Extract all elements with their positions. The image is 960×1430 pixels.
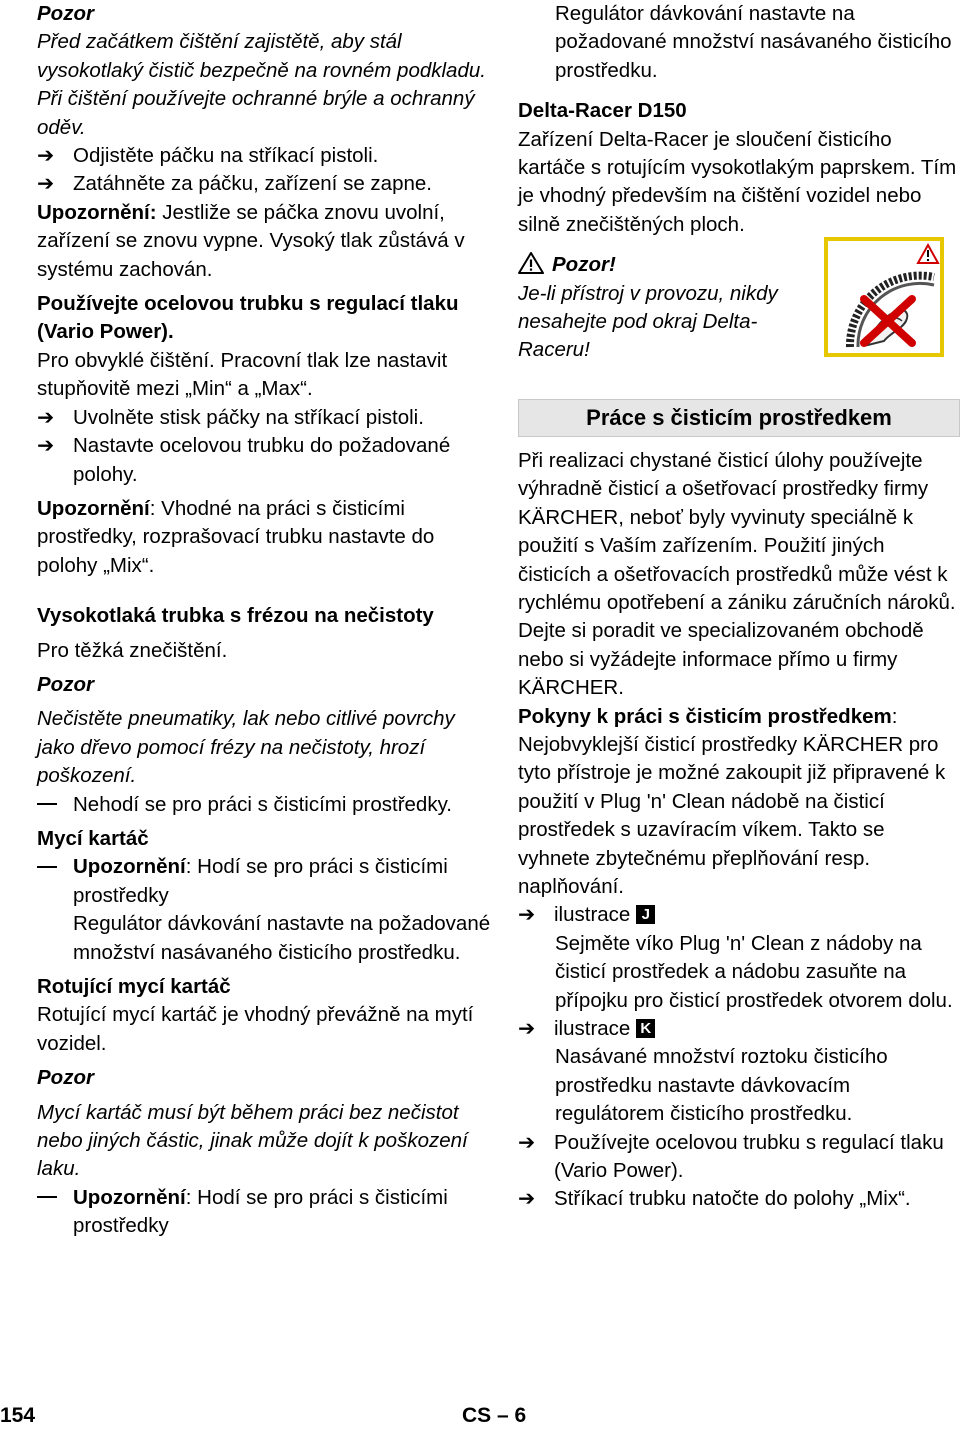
step-item: ➔ Uvolněte stisk páčky na stříkací pistoli. [37, 404, 497, 432]
kartac-heading: Mycí kartáč [37, 826, 149, 850]
illustration-step-text: Nasávané množství roztoku čisticího prostředku nastavte dávkovacím regulátorem čisticího prostředku. [555, 1045, 888, 1126]
delta-racer-heading: Delta-Racer D150 [518, 99, 687, 123]
section-heading-box: Práce s čisticím prostředkem [518, 399, 960, 437]
continued-text: Regulátor dávkování nastavte na požadované množství nasávaného čisticího prostředku. [555, 2, 952, 82]
right-arrow-icon: ➔ [37, 434, 55, 458]
freza-heading: Vysokotlaká trubka s frézou na nečistoty [37, 604, 434, 628]
dash-item: Upozornění: Hodí se pro práci s čisticími prostředky [37, 853, 497, 910]
step-item: ➔ Používejte ocelovou trubku s regulací tlaku (Vario Power). [518, 1130, 944, 1183]
step-item: ➔ Stříkací trubku natočte do polohy „Mix“. [518, 1185, 960, 1213]
step-item: ➔ Nastavte ocelovou trubku do požadované polohy. [37, 434, 451, 486]
illustration-step-text: Sejměte víko Plug 'n' Clean z nádoby na čisticí prostředek a nádobu zasuňte na přípojku pro čisticí prostředek otvorem dolu. [555, 931, 953, 1012]
section-text: Při realizaci chystané čisticí úlohy používejte výhradně čisticí a ošetřovací prostředky firmy KÄRCHER, neboť byly vyvinuty speciálně k použití s Vaším zařízením. Použití jiných čisticích a ošetřovacích prostředků může vést k rychlému opotřebení a zániku záručních nároků. Dejte si poradit ve specializovaném obchodě nebo si vyžádejte informace přímo u firmy KÄRCHER. [518, 448, 956, 700]
section-page-label: CS – 6 [462, 1404, 527, 1427]
illustration-step: ➔ ilustrace J [518, 901, 960, 929]
rotating-brush-text: Rotující mycí kartáč je vhodný převážně na mytí vozidel. [37, 1003, 474, 1055]
pozor-heading: Pozor [37, 1066, 94, 1090]
page-number: 154 [0, 1404, 36, 1427]
dash-item: Upozornění: Hodí se pro práci s čisticími prostředky [37, 1184, 497, 1241]
right-arrow-icon: ➔ [518, 1130, 536, 1154]
illustration-step: ➔ ilustrace K [518, 1015, 960, 1043]
delta-racer-warning-illustration [824, 237, 944, 357]
dash-marker [37, 791, 69, 819]
note-paragraph: Upozornění: Jestliže se páčka znovu uvolní, zařízení se znovu vypne. Vysoký tlak zůstává v systému zachován. [37, 200, 465, 281]
pozor-text: Před začátkem čištění zajistětě, aby stál vysokotlaký čistič bezpečně na rovném podkladu. Při čištění používejte ochranné brýle a ochranný oděv. [37, 30, 486, 139]
instructions-paragraph: Pokyny k práci s čisticím prostředkem: Nejobvyklejší čisticí prostředky KÄRCHER pro tyto přístroje je možné zakoupit již připravené k použití v Plug 'n' Clean nádobě na čisticí prostředek s uzavíracím víkem. Takto se vyhnete zbytečnému přeplňování resp. naplňování. [518, 704, 946, 898]
right-arrow-icon: ➔ [37, 405, 55, 429]
delta-racer-text: Zařízení Delta-Racer je sloučení čisticího kartáče s rotujícím vysokotlakým paprskem. Tím je vhodný především na čištění vozidel nebo silně znečištěných ploch. [518, 127, 957, 236]
figure-badge: K [636, 1019, 655, 1038]
right-arrow-icon: ➔ [37, 144, 55, 168]
pozor-text: Nečistěte pneumatiky, lak nebo citlivé povrchy jako dřevo pomocí frézy na nečistoty, hrozí poškození. [37, 707, 455, 788]
left-column [37, 0, 497, 1241]
note-paragraph: Upozornění: Vhodné na práci s čisticími prostředky, rozprašovací trubku nastavte do polohy „Mix“. [37, 496, 435, 577]
freza-text: Pro těžká znečištění. [37, 638, 228, 662]
right-arrow-icon: ➔ [518, 1017, 536, 1040]
right-arrow-icon: ➔ [518, 903, 536, 927]
step-item: ➔ Zatáhněte za páčku, zařízení se zapne. [37, 170, 497, 198]
warning-heading: Pozor! [518, 251, 960, 279]
warning-text: Je-li přístroj v provozu, nikdy nesahejte pod okraj Delta-Raceru! [518, 281, 778, 362]
pozor-heading: Pozor [37, 672, 94, 696]
right-column [518, 0, 960, 1214]
dash-marker [37, 853, 69, 881]
figure-badge: J [636, 905, 655, 924]
pozor-heading: Pozor [37, 2, 94, 25]
warning-block [518, 251, 960, 365]
step-item: ➔ Odjistěte páčku na stříkací pistoli. [37, 142, 497, 170]
warning-triangle-icon [518, 252, 544, 274]
dash-marker [37, 1184, 69, 1212]
right-arrow-icon: ➔ [518, 1187, 536, 1211]
vario-heading: Používejte ocelovou trubku s regulací tlaku (Vario Power). [37, 292, 459, 344]
pozor-text: Mycí kartáč musí být během práci bez nečistot nebo jiných částic, jinak může dojít k poškození laku. [37, 1100, 468, 1181]
vario-text: Pro obvyklé čištění. Pracovní tlak lze nastavit stupňovitě mezi „Min“ a „Max“. [37, 348, 448, 401]
dash-item-continuation: Regulátor dávkování nastavte na požadované množství nasávaného čisticího prostředku. [73, 912, 491, 964]
dash-item: Nehodí se pro práci s čisticími prostředky. [37, 791, 497, 819]
rotating-brush-heading: Rotující mycí kartáč [37, 975, 231, 998]
right-arrow-icon: ➔ [37, 172, 55, 196]
